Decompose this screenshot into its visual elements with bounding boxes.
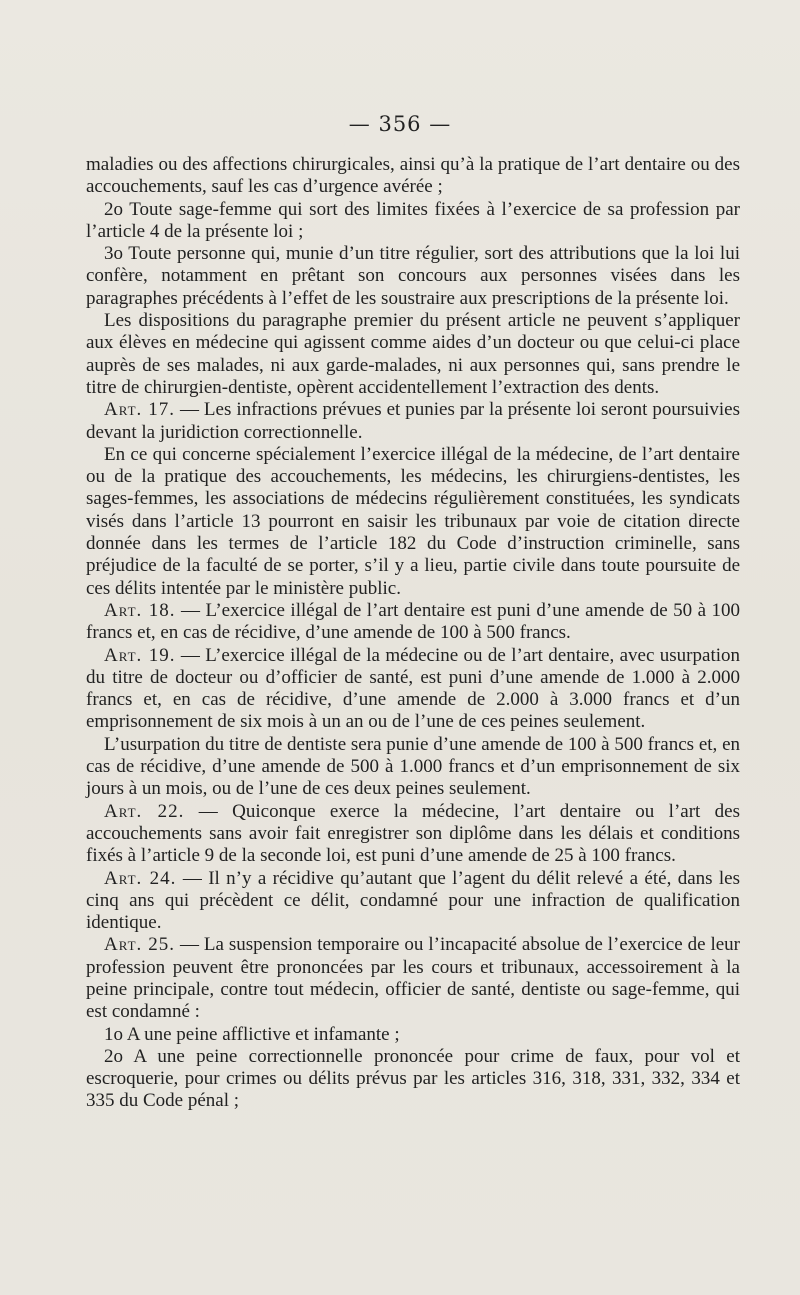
article-paragraph: Art. 25. — La suspension temporaire ou l’incapacité absolue de l’exercice de leur profession peuvent être prononcées par les cours et tribunaux, accessoirement à la peine principale, contre tout médecin, officier de santé, dentiste ou sage-femme, qui est condamné : bbox=[86, 934, 740, 1023]
paragraph: 3o Toute personne qui, munie d’un titre régulier, sort des attributions que la loi lui confère, notamment en prêtant son concours aux personnes visées dans les paragraphes précédents à l’effet de les soustraire aux prescriptions de la présente loi. bbox=[86, 243, 740, 309]
paragraph: L’usurpation du titre de dentiste sera punie d’une amende de 100 à 500 francs et, en cas de récidive, d’une amende de 500 à 1.000 francs et d’un emprisonnement de six jours à un mois, ou de l’une de ces deux peines seulement. bbox=[86, 733, 740, 800]
article-label: Art. 17. bbox=[104, 399, 176, 421]
paragraph: Les dispositions du paragraphe premier du présent article ne peuvent s’appliquer aux élèves en médecine qui agissent comme aides d’un docteur ou que celui-ci place auprès de ses malades, ni aux garde-malades, ni aux personnes qui, sans prendre le titre de chirurgien-dentiste, opèrent accidentellement l’extraction des dents. bbox=[86, 310, 740, 398]
paragraph: En ce qui concerne spécialement l’exercice illégal de la médecine, de l’art dentaire ou de la pratique des accouchements, les médecins, les chirurgiens-dentistes, les sages-femmes, les associations de médecins régulièrement constituées, les syndicats visés dans l’article 13 pourront en saisir les tribunaux par voie de citation directe donnée dans les termes de l’article 182 du Code d’instruction criminelle, sans préjudice de la faculté de se porter, s’il y a lieu, partie civile dans toute poursuite de ces délits intentée par le ministère public. bbox=[86, 443, 740, 599]
article-label: Art. 18. bbox=[104, 599, 176, 621]
article-paragraph: Art. 18. — L’exercice illégal de l’art dentaire est puni d’une amende de 50 à 100 francs et, en cas de récidive, d’une amende de 100 à 500 francs. bbox=[86, 599, 740, 644]
article-label: Art. 19. bbox=[104, 644, 176, 666]
paragraph: 2o A une peine correctionnelle prononcée pour crime de faux, pour vol et escroquerie, pour crimes ou délits prévus par les articles 316, 318, 331, 332, 334 et 335 du Code pénal ; bbox=[86, 1045, 740, 1112]
article-label: Art. 22. bbox=[104, 800, 185, 822]
article-paragraph: Art. 22. — Quiconque exerce la médecine, l’art dentaire ou l’art des accouchements sans avoir fait enregistrer son diplôme dans les délais et conditions fixés à l’article 9 de la seconde loi, est puni d’une amende de 25 à 100 francs. bbox=[86, 800, 740, 867]
article-paragraph: Art. 17. — Les infractions prévues et punies par la présente loi seront poursuivies devant la juridiction correctionnelle. bbox=[86, 399, 740, 443]
article-paragraph: Art. 19. — L’exercice illégal de la médecine ou de l’art dentaire, avec usurpation du titre de docteur ou d’officier de santé, est puni d’une amende de 1.000 à 2.000 francs et, en cas de récidive, d’une amende de 2.000 à 3.000 francs et d’un emprisonnement de six mois à un an ou de l’une de ces peines seulement. bbox=[86, 644, 740, 733]
body-text bbox=[86, 154, 740, 1113]
article-paragraph: Art. 24. — Il n’y a récidive qu’autant que l’agent du délit relevé a été, dans les cinq ans qui précèdent ce délit, condamné pour une infraction de qualification identique. bbox=[86, 867, 740, 934]
paragraph: 1o A une peine afflictive et infamante ; bbox=[104, 1023, 400, 1045]
article-label: Art. 25. bbox=[104, 934, 175, 956]
article-label: Art. 24. bbox=[104, 867, 177, 889]
paragraph: maladies ou des affections chirurgicales, ainsi qu’à la pratique de l’art dentaire ou des accouchements, sauf les cas d’urgence avérée ; bbox=[86, 154, 740, 198]
paragraph: 2o Toute sage-femme qui sort des limites fixées à l’exercice de sa profession par l’article 4 de la présente loi ; bbox=[86, 198, 740, 242]
page-number: — 356 — bbox=[348, 112, 452, 136]
